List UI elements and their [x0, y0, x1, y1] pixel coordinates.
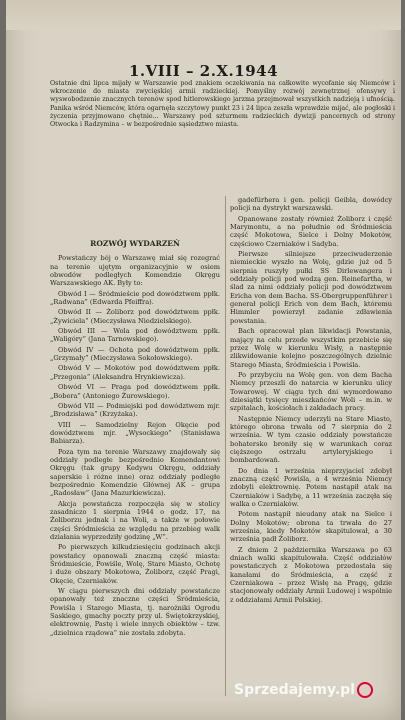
paragraph: Obwód I — Śródmieście pod dowództwem ppłk. „Radwana” (Edwarda Pfeiffra). — [50, 289, 220, 307]
section-heading: ROZWÓJ WYDARZEŃ — [90, 239, 180, 248]
paragraph: Z dniem 2 października Warszawa po 63 dniach walki skapitulowała. Część oddziałów powstańczych z Mokotowa przedostała się kanałami do Śródmieścia, a część z Czerniakowa – przez Wisłę na Pragę, gdzie stacjonowały oddziały Armii Ludowej i wspólnie z oddziałami Armii Polskiej. — [230, 545, 392, 604]
left-column — [50, 240, 220, 639]
paragraph: Po przybyciu na Wolę gen. von dem Bacha Niemcy przeszli do natarcia w kierunku ulicy Towarowej. W ciągu tych dni wymordowano dziesiątki tysięcy mieszkańców Woli – m.in. w szpitalach, kościołach i zakładach pracy. — [230, 370, 392, 413]
paragraph: Obwód VI — Praga pod dowództwem ppłk. „Bobera” (Antoniego Żurowskiego). — [50, 383, 220, 400]
paragraph: VIII — Samodzielny Rejon Okęcie pod dowództwem mjr. „Wysockiego” (Stanisława Babiarza). — [50, 420, 220, 446]
paragraph: Poza tym na terenie Warszawy znajdowały się oddziały podległe bezpośrednio Komendantowi Okręgu (tak grupy Kedywu Okręgu, oddziały saperskie i różne inne) oraz oddziały podległe bezpośrednio Komendzie Głównej AK – grupa „Radosław” (Jana Mazurkiewicza). — [50, 447, 220, 498]
paragraph: Po pierwszych kilkudziesięciu godzinach akcji powstańcy opanowali znaczną część miasta: Śródmieście, Powiśle, Wolę, Stare Miasto, Ochotę i duże obszary Mokotowa, Żoliborz, część Pragi, Okęcie, Czerniaków. — [50, 543, 220, 585]
paragraph: Do dnia 1 września nieprzyjaciel zdobył znaczną część Powiśla, a 4 września Niemcy zdobyli elektrownię. Potem nastąpił atak na Czerniaków i Sadybę, a 11 września zaczęła się walka o Czerniaków. — [230, 466, 392, 509]
paragraph: W ciągu pierwszych dni oddziały powstańcze opanowały też znaczne części Śródmieścia, Powiśla i Starego Miasta, tj. narożniki Ogrodu Saskiego, gmachy poczty przy ul. Świętokrzyskiej, elektrownię, Pastę i wiele innych obiektów – tzw. „dzielnica rządowa” nie została zdobyta. — [50, 587, 220, 637]
paragraph: Bach opracował plan likwidacji Powstania, mający na celu przede wszystkim przebicie się przez Wolę w kierunku Wisły, a następnie zlikwidowanie kolejno poszczególnych dzielnic Starego Miasta, Śródmieścia i Powiśla. — [230, 327, 392, 369]
watermark-text: Sprzedajemy.pl — [234, 682, 355, 698]
paragraph: Opanowane zostały również Żoliborz i część Marymontu, a na południe od Śródmieścia część Mokotowa, Sielce i Dolny Mokotów, częściowo Czerniaków i Sadyba. — [230, 214, 392, 248]
paragraph: Obwód II — Żoliborz pod dowództwem ppłk. „Żywiciela” (Mieczysława Niedzielskiego). — [50, 308, 220, 325]
page-title: 1.VIII – 2.X.1944 — [128, 62, 279, 80]
paragraph: Obwód V — Mokotów pod dowództwem ppłk. „Przegonia” (Aleksandra Hrynkiewicza). — [50, 364, 220, 381]
intro-paragraph: Ostatnie dni lipca mijały w Warszawie pod znakiem oczekiwania na całkowite wycofanie się Niemców i wkroczenie do miasta zwycięskiej armii radzieckiej. Pomyślny rozwój zewnętrznej ofensywy i wyswobodzenie znacznych terenów spod hitlerowskiego jarzma przejmował wszystkich nadzieją i ufnością. Panika wśród Niemców, która ogarnęła szczytowy punkt 23 i 24 lipca zeszła wprawdzie mijać, ale pogłoski i życzenia przyjmowano chętnie... Warszawy pod szturmem radzieckich dywizji pancernych od strony Otwocka i Radzymina – w bezpośrednie sąsiedztwo miasta. — [50, 80, 395, 129]
sprzedajemy-watermark — [234, 682, 373, 698]
right-column — [230, 196, 392, 606]
paragraph: Obwód VII — Podmiejski pod dowództwem mjr. „Brodzisława” (Krzyżaka). — [50, 401, 220, 419]
watermark-logo-icon — [357, 682, 373, 698]
page-top-edge — [6, 0, 401, 30]
paragraph: Obwód III — Wola pod dowództwem ppłk. „Waligóry” (Jana Tarnowskiego). — [50, 327, 220, 344]
paragraph: Obwód IV — Ochota pod dowództwem ppłk. „Grzymały” (Mieczysława Sokołowskiego). — [50, 345, 220, 363]
paragraph: Powstańczy bój o Warszawę miał się rozegrać na terenie ujętym organizacyjnie w osiem obwodów podległych Komendzie Okręgu Warszawskiego AK. Były to: — [50, 254, 220, 288]
paragraph: gadefürhera i gen. policji Geibla, dowódcy policji na dystrykt warszawski. — [230, 196, 392, 213]
paragraph: Potem nastąpił nieudany atak na Sielce i Dolny Mokotów; obrona ta trwała do 27 września, kiedy Mokotów skapitulował, a 30 września padł Żoliborz. — [230, 510, 392, 544]
column-divider — [225, 196, 226, 696]
paragraph: Akcja powstańcza rozpoczęła się w stolicy zasadniczo 1 sierpnia 1944 o godz. 17, na Żoliborzu jednak i na Woli, a także w połowie części Śródmieścia ze względu na przebieg walk działania wyprzedziły godzinę „W”. — [50, 499, 220, 541]
newspaper-page — [6, 0, 401, 720]
paragraph: Pierwsze silniejsze przeciwuderzenie niemieckie wyszło na Wolę, gdzie już od 5 sierpnia ruszyły pułki SS Dirlewangera i oddziały policji pod wodzą gen. Reinefartha, w ślad za nimi oddziały policji pod dowództwem Ericha von dem Bacha. SS-Obergruppenführer i generał policji Erich von dem Bach, któremu Himmler powierzył zadanie zdławienia powstania. — [230, 250, 392, 325]
paragraph: Następnie Niemcy uderzyli na Stare Miasto, którego obrona trwała od 7 sierpnia do 2 września. W tym czasie oddziały powstańcze bohatersko broniły się w warunkach coraz cięższego ostrzału artyleryjskiego i bombardowań. — [230, 414, 392, 465]
